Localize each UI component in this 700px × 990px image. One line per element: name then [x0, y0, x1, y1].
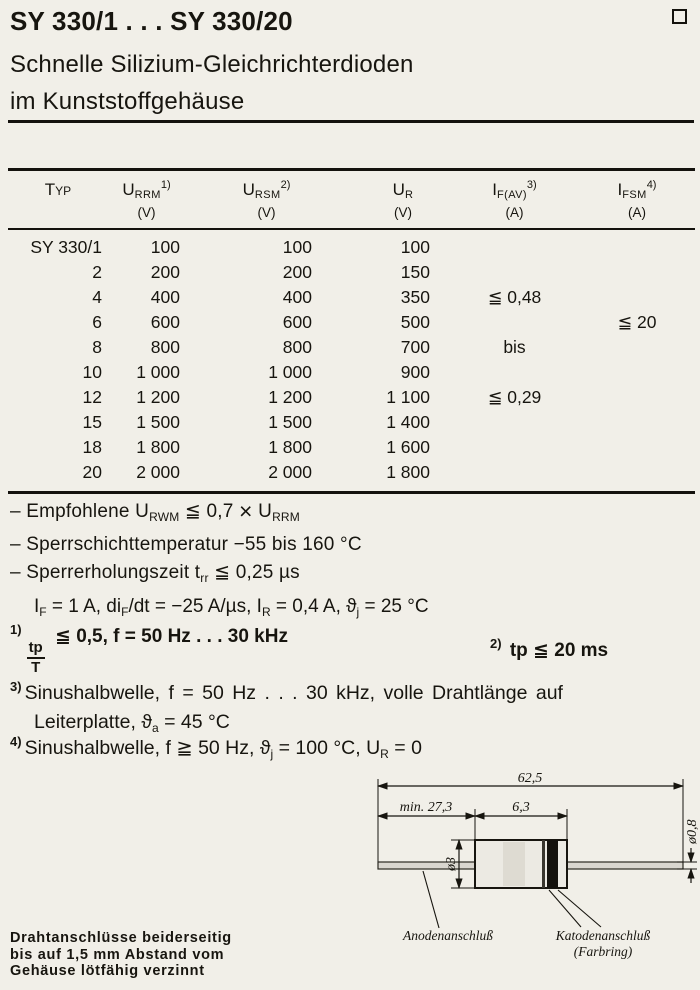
table-body — [8, 230, 695, 491]
cell-ur: 700 — [400, 337, 430, 357]
cell-ur: 1 100 — [386, 387, 430, 407]
footnote-text: tp ≦ 20 ms — [504, 640, 609, 661]
table-row — [8, 385, 695, 410]
cell-ur: 900 — [400, 362, 430, 382]
cell-typ: 15 — [82, 412, 102, 432]
column-header-ifav — [458, 179, 571, 220]
fraction-numerator: tp — [27, 640, 45, 659]
cell-ursm: 1 500 — [268, 412, 312, 432]
band-thin-line — [542, 840, 545, 888]
fraction-tp-over-T — [27, 640, 45, 676]
ratings-table — [8, 168, 695, 494]
cathode-band — [547, 840, 558, 888]
cell-ur: 150 — [400, 262, 430, 282]
column-header-ur — [348, 179, 458, 220]
symbol-sub: F — [39, 605, 47, 619]
cell-ifav: ≦ 0,48 — [487, 287, 542, 307]
symbol-base: U — [242, 179, 255, 199]
table-row — [8, 285, 695, 310]
solderability-note-line: Gehäuse lötfähig verzinnt — [10, 963, 205, 979]
footnote-ref: 2) — [280, 178, 291, 191]
symbol-sub: RRM — [272, 510, 300, 524]
body-shading — [503, 842, 525, 886]
symbol-sub: RSM — [254, 188, 281, 201]
table-row — [8, 235, 695, 260]
symbol-sub: R — [380, 747, 389, 761]
dim-body-length: 6,3 — [512, 800, 530, 815]
solderability-note-line: bis auf 1,5 mm Abstand vom — [10, 946, 225, 963]
footnote-2 — [490, 636, 608, 662]
footnote-marker: 4) — [10, 734, 22, 749]
cell-urrm: 100 — [150, 237, 180, 257]
footnote-text: ≦ 0,5, f = 50 Hz . . . 30 kHz — [49, 626, 288, 647]
symbol-base: I — [617, 179, 623, 199]
table-row — [8, 335, 695, 360]
corner-register-mark — [672, 9, 687, 24]
symbol-base: I — [492, 179, 498, 199]
column-unit: (V) — [137, 204, 156, 220]
cell-ifsm — [571, 260, 700, 285]
footnote-ref: 3) — [526, 178, 537, 191]
column-header-urrm — [108, 179, 185, 220]
footnote-text: Sinushalbwelle, f ≧ 50 Hz, ϑ — [24, 737, 271, 759]
page-subtitle — [10, 46, 414, 120]
cell-ursm: 400 — [282, 287, 312, 307]
note-urwm — [10, 497, 692, 531]
table-row — [8, 460, 695, 485]
cell-typ: SY 330/1 — [30, 237, 102, 257]
cell-typ: 20 — [82, 462, 102, 482]
symbol-sub: j — [270, 747, 274, 761]
fraction-denominator: T — [31, 658, 41, 676]
cell-ursm: 1 800 — [268, 437, 312, 457]
column-header-typ: Typ — [44, 179, 72, 199]
cell-ursm: 1 000 — [268, 362, 312, 382]
symbol-sub: F(AV) — [497, 188, 527, 201]
notes-section — [10, 497, 692, 627]
anode-lead — [378, 862, 475, 869]
subtitle-line-1: Schnelle Silizium-Gleichrichterdioden — [10, 51, 414, 78]
cell-urrm: 200 — [150, 262, 180, 282]
anode-label: Anodenanschluß — [403, 928, 493, 943]
cell-ursm: 2 000 — [268, 462, 312, 482]
cell-ifsm — [571, 360, 700, 385]
cell-ursm: 600 — [282, 312, 312, 332]
multiplication-sign: × — [239, 498, 253, 524]
footnote-text: = 100 °C, U — [273, 737, 381, 759]
cell-ifsm: ≦ 20 — [617, 312, 657, 332]
symbol-sub: j — [356, 605, 360, 619]
cell-typ: 6 — [92, 312, 102, 332]
column-header-ursm — [185, 179, 348, 220]
cell-urrm: 1 500 — [136, 412, 180, 432]
cell-ur: 1 600 — [386, 437, 430, 457]
symbol-sub: FSM — [622, 188, 647, 201]
note-text: – Sperrerholungszeit t — [10, 562, 201, 583]
note-text: U — [252, 501, 273, 522]
note-text: /dt = −25 A/µs, I — [128, 596, 262, 617]
cell-ifav — [458, 460, 571, 485]
header-rule — [8, 120, 694, 123]
solderability-note-line: Drahtanschlüsse beiderseitig — [10, 930, 232, 946]
table-row — [8, 260, 695, 285]
note-text: – Empfohlene U — [10, 501, 150, 522]
footnote-ref: 4) — [646, 178, 657, 191]
note-text: I — [34, 596, 40, 617]
table-bottom-rule — [8, 491, 695, 494]
subtitle-line-2: im Kunststoffgehäuse — [10, 88, 245, 115]
symbol-sub: F — [121, 605, 129, 619]
footnote-marker: 3) — [10, 679, 22, 694]
footnote-marker: 1) — [10, 622, 22, 637]
cell-ifav — [458, 260, 571, 285]
cell-ifsm — [571, 385, 700, 410]
note-junction-temp: – Sperrschichttemperatur −55 bis 160 °C — [10, 534, 362, 555]
cell-ifsm — [571, 285, 700, 310]
cell-typ: 18 — [82, 437, 102, 457]
table-row — [8, 435, 695, 460]
cell-ifsm — [571, 435, 700, 460]
cathode-lead — [567, 862, 683, 869]
cell-urrm: 800 — [150, 337, 180, 357]
cell-ur: 500 — [400, 312, 430, 332]
footnote-ref: 1) — [160, 178, 171, 191]
cell-ur: 350 — [400, 287, 430, 307]
column-unit: (V) — [394, 204, 412, 220]
cell-ifav — [458, 235, 571, 260]
cell-typ: 4 — [92, 287, 102, 307]
footnote-3 — [10, 672, 692, 743]
symbol-sub: a — [151, 721, 159, 735]
cell-typ: 2 — [92, 262, 102, 282]
package-outline-drawing — [353, 770, 700, 975]
symbol-sub: rr — [200, 571, 209, 585]
symbol-base: U — [122, 179, 135, 199]
footnote-text: Sinushalbwelle, f = 50 Hz . . . 30 kHz, volle Drahtlänge auf — [24, 682, 563, 704]
symbol-base: U — [392, 179, 405, 199]
table-row — [8, 310, 695, 335]
cathode-label-farbring: (Farbring) — [573, 944, 633, 959]
dim-body-diameter: ø3 — [444, 857, 459, 871]
footnote-text: = 45 °C — [158, 711, 230, 733]
cell-ursm: 800 — [282, 337, 312, 357]
cell-ursm: 200 — [282, 262, 312, 282]
solderability-note — [10, 930, 300, 980]
footnote-marker: 2) — [490, 636, 502, 651]
cell-ur: 100 — [400, 237, 430, 257]
cell-ifav: bis — [503, 337, 526, 357]
footnote-1 — [10, 622, 288, 676]
cell-typ: 12 — [82, 387, 102, 407]
column-header-ifsm — [571, 179, 700, 220]
cathode-label: Katodenanschluß — [555, 928, 651, 943]
footnote-text: = 0 — [388, 737, 422, 759]
cell-urrm: 1 800 — [136, 437, 180, 457]
note-text: = 25 °C — [359, 596, 429, 617]
cell-ifsm — [571, 335, 700, 360]
note-text: = 0,4 A, ϑ — [270, 596, 357, 617]
dim-wire-diameter: ø0,8 — [685, 819, 700, 844]
note-text: = 1 A, di — [46, 596, 122, 617]
cell-ifav — [458, 410, 571, 435]
cell-urrm: 1 000 — [136, 362, 180, 382]
cell-ifav — [458, 435, 571, 460]
cell-ifsm — [571, 460, 700, 485]
cell-ur: 1 800 — [386, 462, 430, 482]
footnote-text: Leiterplatte, ϑ — [34, 711, 152, 733]
cell-urrm: 2 000 — [136, 462, 180, 482]
footnote-line — [10, 672, 692, 708]
symbol-sub: R — [261, 605, 271, 619]
footnote-4 — [10, 734, 422, 761]
cell-ursm: 1 200 — [268, 387, 312, 407]
cell-ur: 1 400 — [386, 412, 430, 432]
cell-ifav: ≦ 0,29 — [487, 387, 542, 407]
cell-urrm: 600 — [150, 312, 180, 332]
note-text: ≦ 0,25 µs — [208, 562, 300, 583]
cell-ifav — [458, 310, 571, 335]
table-row — [8, 360, 695, 385]
table-header-row — [8, 171, 695, 228]
note-text: ≦ 0,7 — [179, 501, 240, 522]
cell-urrm: 400 — [150, 287, 180, 307]
cell-urrm: 1 200 — [136, 387, 180, 407]
column-unit: (A) — [505, 204, 524, 220]
cell-ifsm — [571, 410, 700, 435]
symbol-sub: R — [404, 188, 414, 201]
column-unit: (A) — [628, 204, 646, 220]
symbol-sub: RRM — [134, 188, 161, 201]
table-row — [8, 410, 695, 435]
cell-ifav — [458, 360, 571, 385]
page-title: SY 330/1 . . . SY 330/20 — [10, 6, 293, 36]
symbol-sub: RWM — [149, 510, 180, 524]
cell-ifsm — [571, 235, 700, 260]
cell-typ: 10 — [82, 362, 102, 382]
column-unit: (V) — [257, 204, 276, 220]
dim-lead-length: min. 27,3 — [399, 800, 453, 815]
note-recovery-time — [10, 559, 692, 592]
cell-ursm: 100 — [282, 237, 312, 257]
dim-overall-length: 62,5 — [517, 771, 543, 786]
cell-typ: 8 — [92, 337, 102, 357]
